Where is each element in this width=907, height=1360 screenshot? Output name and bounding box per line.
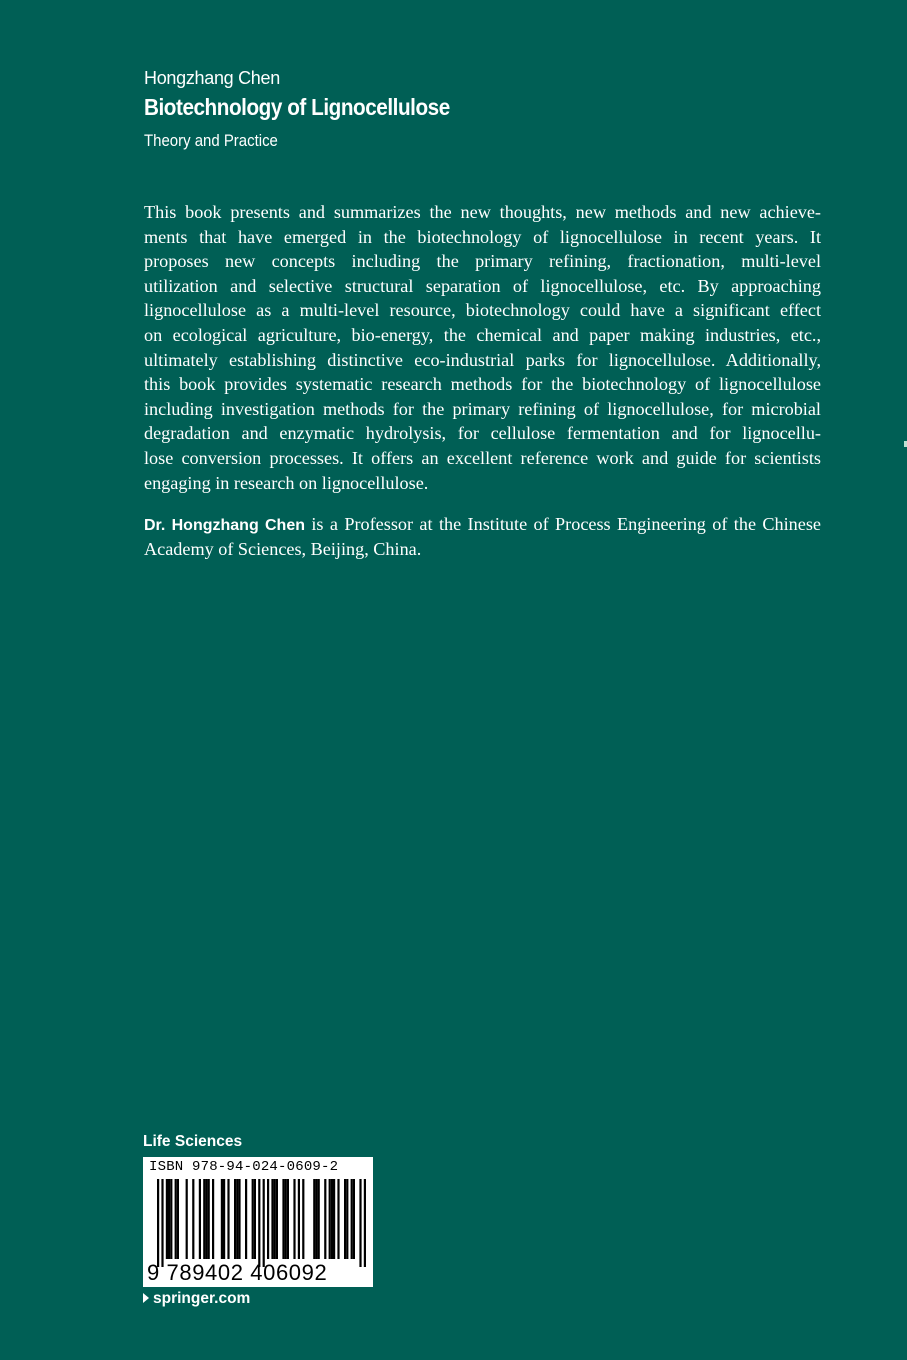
barcode-bar bbox=[364, 1179, 366, 1267]
barcode-bar bbox=[234, 1179, 236, 1259]
barcode-bar bbox=[227, 1179, 229, 1259]
description-line: lose conversion processes. It offers an excellent reference work and guide for scientists bbox=[144, 447, 821, 468]
barcode-bar bbox=[313, 1179, 315, 1259]
barcode-bar bbox=[263, 1179, 265, 1267]
barcode-bar bbox=[157, 1179, 159, 1267]
description-line: degradation and enzymatic hydrolysis, for cellulose fermentation and for lignocellu- bbox=[144, 423, 821, 444]
book-description bbox=[144, 200, 821, 495]
barcode-bar bbox=[351, 1179, 353, 1259]
barcode-bar bbox=[254, 1179, 256, 1259]
barcode-bar bbox=[245, 1179, 247, 1259]
book-title: Biotechnology of Lignocellulose bbox=[144, 94, 450, 120]
barcode-bar bbox=[282, 1179, 284, 1259]
barcode-bar bbox=[170, 1179, 172, 1259]
barcode-bar bbox=[161, 1179, 163, 1267]
barcode-bar bbox=[346, 1179, 348, 1259]
barcode-bar bbox=[293, 1179, 295, 1259]
barcode-bar bbox=[192, 1179, 194, 1259]
barcode-bar bbox=[223, 1179, 225, 1259]
barcode-bar bbox=[236, 1179, 238, 1259]
barcode-bar bbox=[238, 1179, 240, 1259]
barcode-bar bbox=[298, 1179, 300, 1259]
barcode-bar bbox=[285, 1179, 287, 1259]
barcode-bar bbox=[199, 1179, 201, 1259]
author-bio-line bbox=[144, 512, 821, 537]
description-line: proposes new concepts including the primary refining, fractionation, multi-level bbox=[144, 251, 821, 272]
barcode-bar bbox=[324, 1179, 326, 1259]
description-line: ultimately establishing distinctive eco-industrial parks for lignocellulose. Additionally, bbox=[144, 349, 821, 370]
barcode-bar bbox=[337, 1179, 339, 1259]
barcode-bar bbox=[186, 1179, 188, 1259]
author-name: Hongzhang Chen bbox=[144, 68, 280, 88]
author-bio-line: Academy of Sciences, Beijing, China. bbox=[144, 538, 422, 559]
publisher-website[interactable] bbox=[143, 1290, 250, 1308]
author-bio-name: Dr. Hongzhang Chen bbox=[144, 517, 305, 534]
description-line: This book presents and summarizes the new thoughts, new methods and new achieve- bbox=[144, 202, 821, 222]
barcode-bar bbox=[318, 1179, 320, 1259]
description-line: including investigation methods for the primary refining of lignocellulose, for microbial bbox=[144, 398, 821, 419]
barcode-bar bbox=[212, 1179, 214, 1259]
subject-category: Life Sciences bbox=[143, 1133, 243, 1150]
book-subtitle: Theory and Practice bbox=[144, 131, 278, 150]
barcode-bar bbox=[177, 1179, 179, 1259]
barcode-bar bbox=[166, 1179, 168, 1259]
barcode-bar bbox=[329, 1179, 331, 1259]
barcode-bar bbox=[287, 1179, 289, 1259]
description-line: on ecological agriculture, bio-energy, the chemical and paper making industries, etc., bbox=[144, 324, 821, 345]
barcode-bar bbox=[168, 1179, 170, 1259]
barcode-bar bbox=[359, 1179, 361, 1267]
barcode-bar bbox=[267, 1179, 269, 1259]
barcode-bar bbox=[203, 1179, 205, 1259]
description-line: utilization and selective structural separation of lignocellulose, etc. By approaching bbox=[144, 275, 821, 296]
barcode-bar bbox=[221, 1179, 223, 1259]
description-line: engaging in research on lignocellulose. bbox=[144, 472, 429, 493]
author-bio bbox=[144, 512, 821, 561]
barcode-bar bbox=[208, 1179, 210, 1259]
website-label: springer.com bbox=[153, 1290, 251, 1307]
barcode-bar bbox=[331, 1179, 333, 1259]
isbn-label: ISBN 978-94-024-0609-2 bbox=[149, 1159, 339, 1175]
description-line: this book provides systematic research methods for the biotechnology of lignocellulose bbox=[144, 374, 821, 395]
author-bio-text: is a Professor at the Institute of Process Engineering of the Chinese bbox=[305, 514, 822, 534]
barcode-bar bbox=[252, 1179, 254, 1259]
barcode-bar bbox=[315, 1179, 317, 1259]
barcode-bar bbox=[302, 1179, 304, 1259]
barcode-bar bbox=[205, 1179, 207, 1259]
description-line: lignocellulose as a multi-level resource, biotechnology could have a significant effect bbox=[144, 300, 821, 321]
barcode-bar bbox=[276, 1179, 278, 1259]
arrow-right-icon bbox=[143, 1293, 149, 1303]
barcode-bar bbox=[274, 1179, 276, 1259]
barcode-bar bbox=[258, 1179, 260, 1267]
barcode-bar bbox=[333, 1179, 335, 1259]
description-line: ments that have emerged in the biotechnology of lignocellulose in recent years. It bbox=[144, 226, 821, 247]
barcode-bar bbox=[344, 1179, 346, 1259]
barcode-digits: 9 789402 406092 bbox=[147, 1260, 328, 1285]
isbn-barcode bbox=[143, 1157, 373, 1287]
barcode-bar bbox=[271, 1179, 273, 1259]
barcode-bar bbox=[353, 1179, 355, 1259]
barcode-bar bbox=[175, 1179, 177, 1259]
